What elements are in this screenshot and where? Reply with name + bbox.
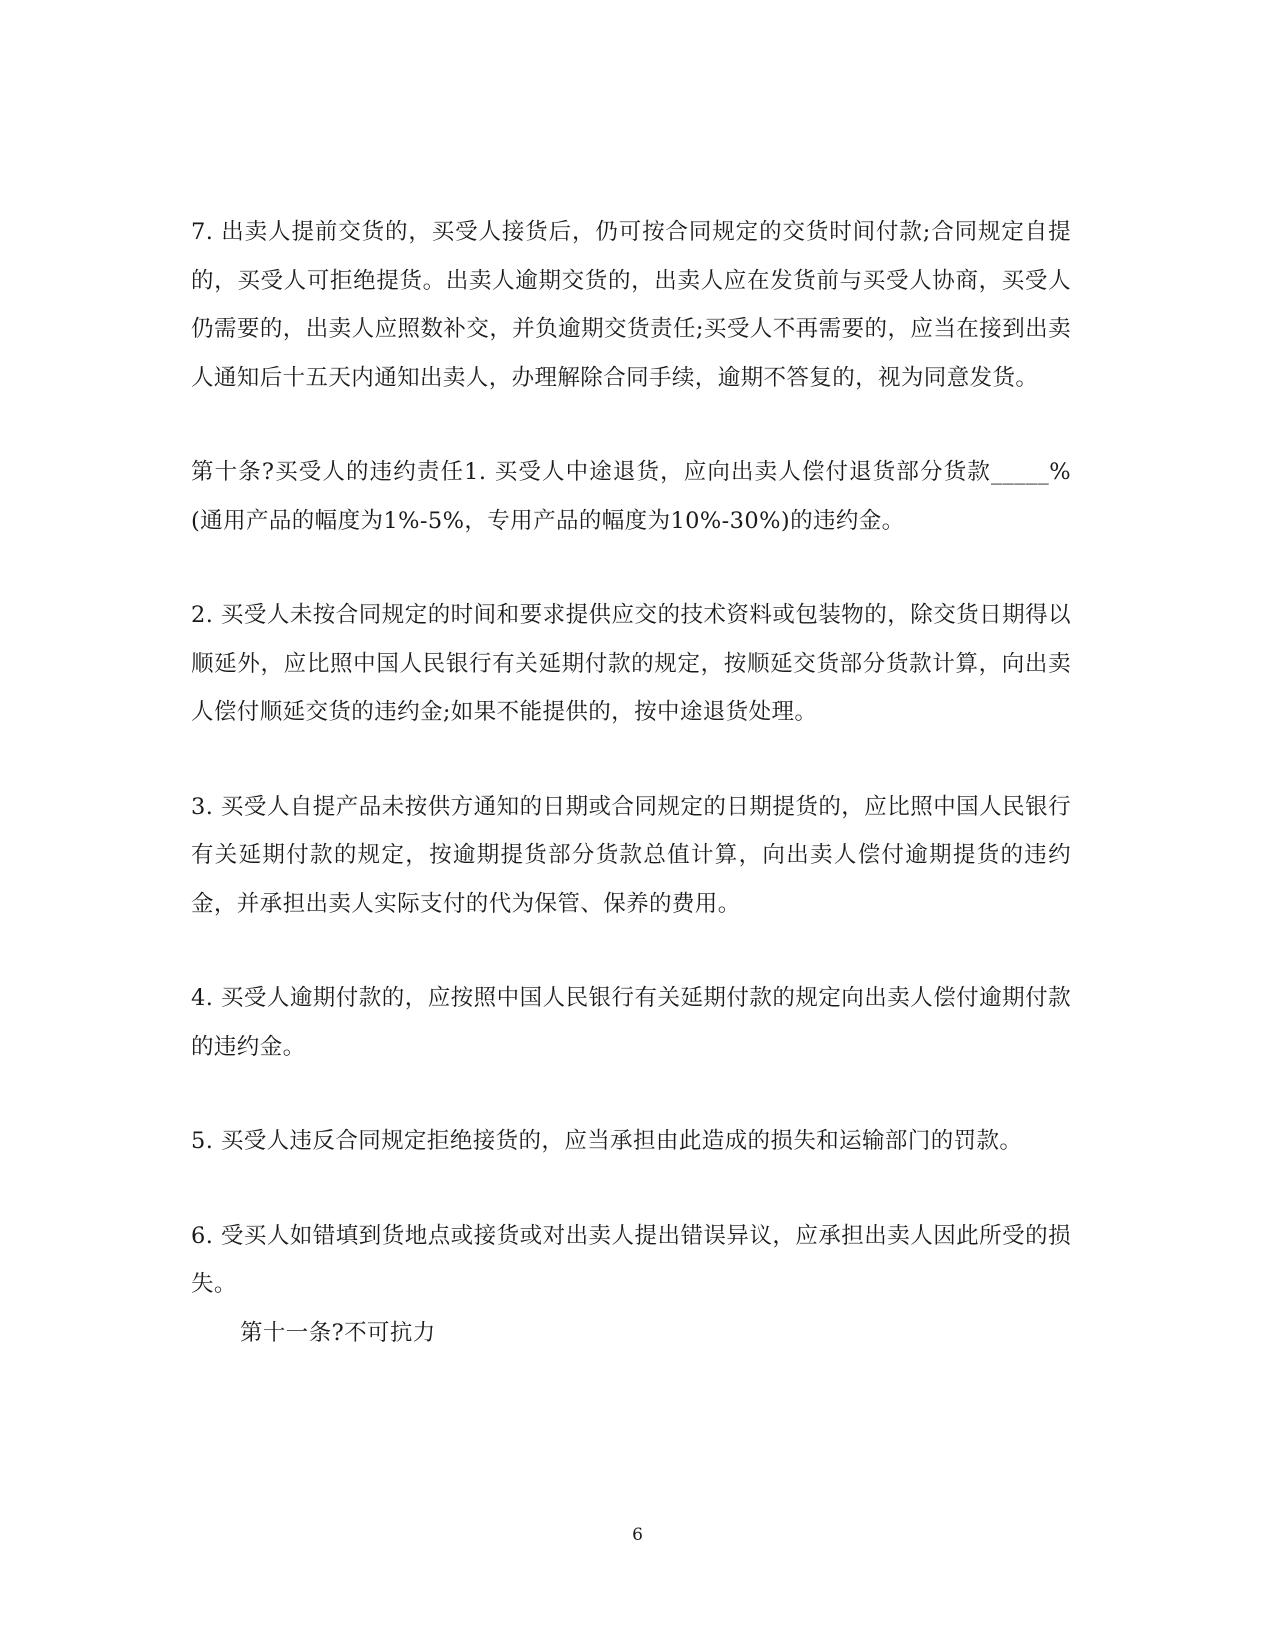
paragraph-spacer (191, 1071, 1071, 1117)
paragraph-spacer (191, 737, 1071, 783)
paragraph-clause-7: 7. 出卖人提前交货的，买受人接货后，仍可按合同规定的交货时间付款;合同规定自提的，买受人可拒绝提货。出卖人逾期交货的，出卖人应在发货前与买受人协商，买受人仍需要的，出卖人应照数补交，并负逾期交货责任;买受人不再需要的，应当在接到出卖人通知后十五天内通知出卖人，办理解除合同手续，逾期不答复的，视为同意发货。 (191, 219, 1071, 391)
paragraph-clause-4: 4. 买受人逾期付款的，应按照中国人民银行有关延期付款的规定向出卖人偿付逾期付款的违约金。 (191, 985, 1071, 1060)
paragraph-spacer (191, 402, 1071, 448)
paragraph-spacer (191, 1166, 1071, 1212)
paragraph-clause-5: 5. 买受人违反合同规定拒绝接货的，应当承担由此造成的损失和运输部门的罚款。 (191, 1128, 1023, 1154)
document-body (191, 208, 1071, 1357)
paragraph-spacer (191, 928, 1071, 974)
paragraph-clause-3: 3. 买受人自提产品未按供方通知的日期或合同规定的日期提货的，应比照中国人民银行有关延期付款的规定，按逾期提货部分货款总值计算，向出卖人偿付逾期提货的违约金，并承担出卖人实际支付的代为保管、保养的费用。 (191, 793, 1071, 917)
heading-article-11: 第十一条?不可抗力 (240, 1319, 436, 1346)
page-number: 6 (632, 1525, 643, 1545)
paragraph-clause-2: 2. 买受人未按合同规定的时间和要求提供应交的技术资料或包装物的，除交货日期得以顺延外，应比照中国人民银行有关延期付款的规定，按顺延交货部分货款计算，向出卖人偿付顺延交货的违约金;如果不能提供的，按中途退货处理。 (191, 602, 1071, 725)
paragraph-spacer (191, 545, 1071, 591)
paragraph-clause-6: 6. 受买人如错填到货地点或接货或对出卖人提出错误异议，应承担出卖人因此所受的损失。 (191, 1222, 1071, 1297)
paragraph-article-10-clause-1: 第十条?买受人的违约责任1. 买受人中途退货，应向出卖人偿付退货部分货款_____%(通用产品的幅度为1%-5%，专用产品的幅度为10%-30%)的违约金。 (191, 459, 1071, 534)
